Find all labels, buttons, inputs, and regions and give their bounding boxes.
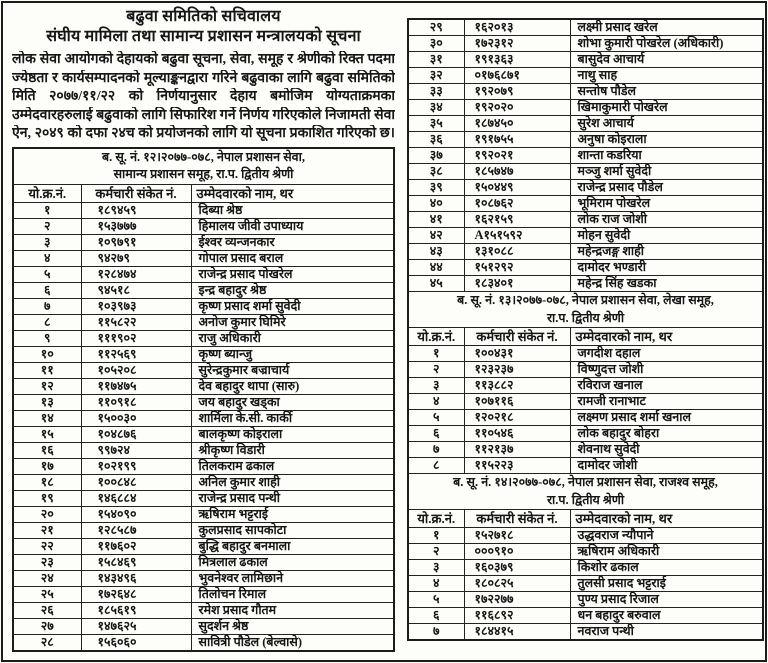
table2-caption <box>408 292 763 328</box>
table-row <box>408 426 763 442</box>
rank-cell: १५ <box>13 426 81 442</box>
code-cell: १५०४४९ <box>464 180 570 196</box>
name-cell: देव बहादुर थापा (सारु) <box>191 378 394 394</box>
name-cell: रविराज खनाल <box>570 378 763 394</box>
name-cell: सन्तोष पौडेल <box>570 84 763 100</box>
name-cell: लक्ष्मण प्रसाद शर्मा खनाल <box>570 410 763 426</box>
code-cell: १३१०८८ <box>464 244 570 260</box>
name-cell: इन्द्र बहादुर श्रेष्ठ <box>191 282 394 298</box>
table-row <box>408 116 763 132</box>
rank-cell: २ <box>408 362 464 378</box>
rank-cell: ३० <box>408 36 464 52</box>
table-row <box>408 148 763 164</box>
code-cell: ११०५४६ <box>464 426 570 442</box>
name-cell: राजेन्द्र प्रसाद पन्थी <box>191 490 394 506</box>
rank-cell: १९ <box>13 490 81 506</box>
table-row <box>13 426 394 442</box>
code-cell: १०३९७३ <box>81 298 191 314</box>
table1-left-body <box>13 202 394 651</box>
name-cell: खिमाकुमारी पोखरेल <box>570 100 763 116</box>
rank-cell: १ <box>408 528 464 544</box>
table3-caption-line1: ब. सू. नं. १४।२०७७-०७८, नेपाल प्रशासन सेवा, राजश्व समूह, <box>453 475 718 489</box>
name-cell: तिलोचन रिमाल <box>191 586 394 602</box>
rank-cell: १८ <box>13 474 81 490</box>
name-cell: रमेश प्रसाद गौतम <box>191 602 394 618</box>
table-header-row <box>408 328 763 346</box>
name-cell: मित्रलाल ढकाल <box>191 554 394 570</box>
code-cell: १००८४८ <box>81 474 191 490</box>
name-cell: सावित्री पौडेल (बेल्वासे) <box>191 634 394 651</box>
table3-caption-line2: रा.प. द्वितीय श्रेणी <box>546 492 625 507</box>
table-row <box>408 68 763 84</box>
table-row <box>408 362 763 378</box>
name-cell: अनुषा कोइराला <box>570 132 763 148</box>
code-cell: १५८४६९ <box>81 554 191 570</box>
name-cell: भुवनेश्वर लामिछाने <box>191 570 394 586</box>
rank-cell: ३२ <box>408 68 464 84</box>
code-cell: ११२५६९ <box>81 346 191 362</box>
name-cell: लोक राज जोशी <box>570 212 763 228</box>
rank-cell: २० <box>13 506 81 522</box>
rank-cell: ४३ <box>408 244 464 260</box>
name-cell: ऋषिराम भट्टराई <box>191 506 394 522</box>
name-cell: लक्ष्मी प्रसाद खरेल <box>570 19 763 36</box>
code-cell: ११०९१८ <box>81 394 191 410</box>
rank-cell: १७ <box>13 458 81 474</box>
rank-cell: ३ <box>408 560 464 576</box>
code-cell: ११५८२२ <box>81 314 191 330</box>
name-cell: ईश्वर व्यन्जनकार <box>191 234 394 250</box>
code-cell: १८७४५० <box>464 116 570 132</box>
rank-cell: ३९ <box>408 180 464 196</box>
rank-cell: १ <box>13 202 81 218</box>
table-row <box>408 576 763 592</box>
table-row <box>13 458 394 474</box>
rank-cell: ३ <box>13 234 81 250</box>
rank-cell: १३ <box>13 394 81 410</box>
table-row <box>408 132 763 148</box>
code-cell: १४७६२५ <box>81 618 191 634</box>
name-cell: बासुदेव आचार्य <box>570 52 763 68</box>
rank-cell: ४१ <box>408 212 464 228</box>
rank-cell: २१ <box>13 522 81 538</box>
table-row <box>13 378 394 394</box>
intro-line: ज्येष्ठता र कार्यसम्पादनको मूल्याङ्कनद्वारा गरिने बढुवाका लागि बढुवा समितिको <box>12 70 395 86</box>
table-row <box>408 212 763 228</box>
table-row <box>13 234 394 250</box>
table-row <box>408 346 763 362</box>
code-cell: १९२०२१ <box>464 148 570 164</box>
rank-cell: २३ <box>13 554 81 570</box>
name-cell: शान्ता कडरिया <box>570 148 763 164</box>
table-row <box>408 442 763 458</box>
table2-body <box>408 346 763 474</box>
name-cell: विष्णुदत्त जोशी <box>570 362 763 378</box>
rank-cell: ४० <box>408 196 464 212</box>
name-cell: श्रीकृष्ण विडारी <box>191 442 394 458</box>
code-cell: १८०८२५ <box>464 576 570 592</box>
rank-cell: ३५ <box>408 116 464 132</box>
name-cell: मञ्जु शर्मा सुवेदी <box>570 164 763 180</box>
rank-cell: २६ <box>13 602 81 618</box>
table-row <box>408 36 763 52</box>
code-cell: ९९७२४ <box>81 442 191 458</box>
notice-title-line2: संघीय मामिला तथा सामान्य प्रशासन मन्त्रालयको सूचना <box>46 28 361 45</box>
name-cell: तिलकराम ढकाल <box>191 458 394 474</box>
table-row <box>408 276 763 292</box>
document-page <box>1 1 767 662</box>
table3-body <box>408 528 763 641</box>
table-row <box>13 282 394 298</box>
rank-cell: १४ <box>13 410 81 426</box>
name-cell: जय बहादुर खड्का <box>191 394 394 410</box>
code-cell: १४३४९६ <box>81 570 191 586</box>
table-row <box>408 52 763 68</box>
table-row <box>408 544 763 560</box>
name-cell: अनिल कुमार शाही <box>191 474 394 490</box>
column-header-name: उम्मेदवारको नाम, थर <box>570 328 763 346</box>
code-cell: १०५२०८ <box>81 362 191 378</box>
name-cell: दामोदर जोशी <box>570 458 763 474</box>
rank-cell: ३८ <box>408 164 464 180</box>
promotion-tables-right <box>407 18 764 641</box>
notice-title-line1: बढुवा समितिको सचिवालय <box>126 8 281 25</box>
name-cell: सुरेश आचार्य <box>570 116 763 132</box>
table-row <box>408 84 763 100</box>
table-row <box>13 618 394 634</box>
column-header-rank: यो.क्र.नं. <box>408 510 464 528</box>
name-cell: कृष्ण ब्यान्जु <box>191 346 394 362</box>
notice-intro-paragraph <box>12 51 395 144</box>
code-cell: १५३७७७ <box>81 218 191 234</box>
rank-cell: ७ <box>408 442 464 458</box>
rank-cell: ५ <box>408 410 464 426</box>
name-cell: पुण्य प्रसाद रिजाल <box>570 592 763 608</box>
intro-line: उम्मेदवारहरुलाई बढुवाको लागि सिफारिश गर्ने निर्णय गरिएकोले निजामती सेवा <box>12 107 395 123</box>
code-cell: १५४०९० <box>81 506 191 522</box>
rank-cell: ६ <box>13 282 81 298</box>
code-cell: १९२०२० <box>464 100 570 116</box>
code-cell: १८४४१५ <box>464 624 570 641</box>
rank-cell: ११ <box>13 362 81 378</box>
rank-cell: ५ <box>408 592 464 608</box>
table-row <box>13 314 394 330</box>
table-row <box>13 394 394 410</box>
table-row <box>13 250 394 266</box>
table-row <box>13 202 394 218</box>
code-cell: १५२७१८ <box>464 528 570 544</box>
rank-cell: २ <box>13 218 81 234</box>
code-cell: १०४८७६ <box>81 426 191 442</box>
code-cell: १५६०६० <box>81 634 191 651</box>
table2-caption-line1: ब. सू. नं. १३।२०७७-०७८, नेपाल प्रशासन सेवा, लेखा समूह, <box>457 293 714 307</box>
table-row <box>13 298 394 314</box>
table-row <box>408 196 763 212</box>
column-header-code: कर्मचारी संकेत नं. <box>464 328 570 346</box>
name-cell: राजु अधिकारी <box>191 330 394 346</box>
column-header-rank: यो.क्र.नं. <box>408 328 464 346</box>
table-row <box>13 442 394 458</box>
code-cell: १०९७९१ <box>81 234 191 250</box>
code-cell: १६०३७९ <box>464 560 570 576</box>
rank-cell: ३७ <box>408 148 464 164</box>
rank-cell: २४ <box>13 570 81 586</box>
code-cell: १०७११६ <box>464 394 570 410</box>
name-cell: गोपाल प्रसाद बराल <box>191 250 394 266</box>
rank-cell: २९ <box>408 19 464 36</box>
name-cell: शेवनाथ सुवेदी <box>570 442 763 458</box>
rank-cell: ३६ <box>408 132 464 148</box>
column-header-code: कर्मचारी संकेत नं. <box>81 184 191 202</box>
table-row <box>408 180 763 196</box>
rank-cell: २२ <box>13 538 81 554</box>
rank-cell: २८ <box>13 634 81 651</box>
table-row <box>13 570 394 586</box>
table-caption-row <box>13 148 394 185</box>
table-row <box>408 244 763 260</box>
code-cell: १५००३० <box>81 410 191 426</box>
table-row <box>13 554 394 570</box>
table3-caption <box>408 474 763 510</box>
name-cell: मोहन सुवेदी <box>570 228 763 244</box>
rank-cell: ५ <box>13 266 81 282</box>
code-cell: १२८५८७ <box>81 522 191 538</box>
table-row <box>13 346 394 362</box>
name-cell: राजेन्द्र प्रसाद पौडेल <box>570 180 763 196</box>
table-row <box>13 538 394 554</box>
name-cell: महेन्द्र सिंह खडका <box>570 276 763 292</box>
name-cell: सुदर्शन श्रेष्ठ <box>191 618 394 634</box>
table-row <box>408 394 763 410</box>
name-cell: शोभा कुमारी पोखरेल (अधिकारी) <box>570 36 763 52</box>
rank-cell: ७ <box>408 624 464 641</box>
name-cell: किशोर ढकाल <box>570 560 763 576</box>
rank-cell: ३४ <box>408 100 464 116</box>
code-cell: १००४३१ <box>464 346 570 362</box>
name-cell: कुलप्रसाद सापकोटा <box>191 522 394 538</box>
table-row <box>408 560 763 576</box>
code-cell: १८३४०१ <box>464 276 570 292</box>
table-row <box>408 260 763 276</box>
name-cell: बुद्धि बहादुर बनमाला <box>191 538 394 554</box>
table-row <box>13 218 394 234</box>
code-cell: १२०२१८ <box>464 410 570 426</box>
table-row <box>408 624 763 641</box>
table-row <box>13 634 394 651</box>
rank-cell: १ <box>408 346 464 362</box>
code-cell: ११५२२३ <box>464 458 570 474</box>
table-caption-row <box>408 474 763 510</box>
table-row <box>13 602 394 618</box>
code-cell: ९४२७९ <box>81 250 191 266</box>
promotion-table-1-left <box>12 147 395 652</box>
rank-cell: ६ <box>408 608 464 624</box>
code-cell: ११७६०२ <box>81 538 191 554</box>
name-cell: राजेन्द्र प्रसाद पोखरेल <box>191 266 394 282</box>
rank-cell: ४४ <box>408 260 464 276</box>
code-cell: ११७४७५ <box>81 378 191 394</box>
code-cell: १५१२९२ <box>464 260 570 276</box>
table-caption-row <box>408 292 763 328</box>
table1-caption-line1: ब. सू. नं. १२।२०७७-०७८, नेपाल प्रशासन सेवा, <box>102 149 305 164</box>
table-row <box>13 330 394 346</box>
rank-cell: ९ <box>13 330 81 346</box>
code-cell: १७२३१२ <box>464 36 570 52</box>
name-cell: दामोदर भण्डारी <box>570 260 763 276</box>
name-cell: बालकृष्ण कोइराला <box>191 426 394 442</box>
table-row <box>408 378 763 394</box>
table1-caption-line2: सामान्य प्रशासन समूह, रा.प. द्वितीय श्रेणी <box>113 167 294 182</box>
rank-cell: ८ <box>13 314 81 330</box>
table-row <box>13 266 394 282</box>
rank-cell: ४२ <box>408 228 464 244</box>
rank-cell: २७ <box>13 618 81 634</box>
rank-cell: ८ <box>408 458 464 474</box>
name-cell: लोक बहादुर बोहरा <box>570 426 763 442</box>
code-cell: १८९४५९ <box>81 202 191 218</box>
name-cell: महेन्द्रजङ्ग शाही <box>570 244 763 260</box>
name-cell: नवराज पन्थी <box>570 624 763 641</box>
rank-cell: २ <box>408 544 464 560</box>
rank-cell: ४ <box>13 250 81 266</box>
name-cell: सुरेन्द्रकुमार बज्राचार्य <box>191 362 394 378</box>
code-cell: A१५१५९२ <box>464 228 570 244</box>
table-header-row <box>408 510 763 528</box>
rank-cell: ३ <box>408 378 464 394</box>
code-cell: १८५६१९ <box>81 602 191 618</box>
left-column <box>12 7 395 652</box>
table1-right-body <box>408 19 763 292</box>
table-row <box>13 522 394 538</box>
rank-cell: ७ <box>13 298 81 314</box>
rank-cell: २५ <box>13 586 81 602</box>
name-cell: भूमिराम पोखरेल <box>570 196 763 212</box>
code-cell: ११३८८२ <box>464 378 570 394</box>
table2-caption-line2: रा.प. द्वितीय श्रेणी <box>546 310 625 325</box>
code-cell: ११२१३७ <box>464 442 570 458</box>
code-cell: १८५७४७ <box>464 164 570 180</box>
column-header-name: उम्मेदवारको नाम, थर <box>191 184 394 202</box>
rank-cell: १२ <box>13 378 81 394</box>
code-cell: १९१७५५ <box>464 132 570 148</box>
code-cell: १२३२३७ <box>464 362 570 378</box>
name-cell: धन बहादुर बरुवाल <box>570 608 763 624</box>
table-row <box>408 19 763 36</box>
table-row <box>408 228 763 244</box>
name-cell: नाथु साह <box>570 68 763 84</box>
code-cell: ०००९१० <box>464 544 570 560</box>
rank-cell: ३१ <box>408 52 464 68</box>
rank-cell: ३३ <box>408 84 464 100</box>
right-column <box>407 15 764 641</box>
table-row <box>408 410 763 426</box>
table-header-row <box>13 184 394 202</box>
table-row <box>13 586 394 602</box>
table-row <box>408 592 763 608</box>
name-cell: हिमालय जीवी उपाध्याय <box>191 218 394 234</box>
name-cell: शार्मिला के.सी. कार्की <box>191 410 394 426</box>
table-row <box>13 506 394 522</box>
rank-cell: ६ <box>408 426 464 442</box>
code-cell: १०२१९९ <box>81 458 191 474</box>
code-cell: १९१३६३ <box>464 52 570 68</box>
table-row <box>13 474 394 490</box>
table-row <box>13 490 394 506</box>
code-cell: १०८७६२ <box>464 196 570 212</box>
intro-line: ऐन, २०४९ को दफा २४च को प्रयोजनको लागि यो सूचना प्रकाशित गरिएको छ। <box>12 126 395 142</box>
column-header-code: कर्मचारी संकेत नं. <box>464 510 570 528</box>
code-cell: १११९०२ <box>81 330 191 346</box>
code-cell: १६२०१३ <box>464 19 570 36</box>
rank-cell: १० <box>13 346 81 362</box>
intro-line: मिति २०७७/११/२२ को निर्णयानुसार देहाय बमोजिम योग्यताक्रमका <box>12 89 395 105</box>
code-cell: १२८४७४ <box>81 266 191 282</box>
code-cell: १९२०७९ <box>464 84 570 100</box>
column-header-rank: यो.क्र.नं. <box>13 184 81 202</box>
code-cell: १७२६४८ <box>81 586 191 602</box>
name-cell: अनोज कुमार घिमिरे <box>191 314 394 330</box>
table-row <box>408 528 763 544</box>
name-cell: तुलसी प्रसाद भट्टराई <box>570 576 763 592</box>
rank-cell: ४ <box>408 394 464 410</box>
table-row <box>408 458 763 474</box>
code-cell: ९४५१८ <box>81 282 191 298</box>
name-cell: कृष्ण प्रसाद शर्मा सुवेदी <box>191 298 394 314</box>
table-row <box>13 362 394 378</box>
rank-cell: १६ <box>13 442 81 458</box>
code-cell: १७२२७७ <box>464 592 570 608</box>
table1-caption <box>13 148 394 185</box>
table-row <box>13 410 394 426</box>
code-cell: १४६८८४ <box>81 490 191 506</box>
name-cell: रामजी रानाभाट <box>570 394 763 410</box>
name-cell: दिब्या श्रेष्ठ <box>191 202 394 218</box>
table-row <box>408 608 763 624</box>
table-row <box>408 100 763 116</box>
column-header-name: उम्मेदवारको नाम, थर <box>570 510 763 528</box>
code-cell: १६२१५९ <box>464 212 570 228</box>
code-cell: ११६८९२ <box>464 608 570 624</box>
name-cell: जगदीश दहाल <box>570 346 763 362</box>
rank-cell: ४५ <box>408 276 464 292</box>
table-row <box>408 164 763 180</box>
rank-cell: ४ <box>408 576 464 592</box>
intro-line: लोक सेवा आयोगको देहायको बढुवा सूचना, सेवा, समूह र श्रेणीको रिक्त पदमा <box>12 52 395 67</box>
name-cell: उद्धवराज न्यौपाने <box>570 528 763 544</box>
code-cell: ०१७६८७१ <box>464 68 570 84</box>
name-cell: ऋषिराम अधिकारी <box>570 544 763 560</box>
